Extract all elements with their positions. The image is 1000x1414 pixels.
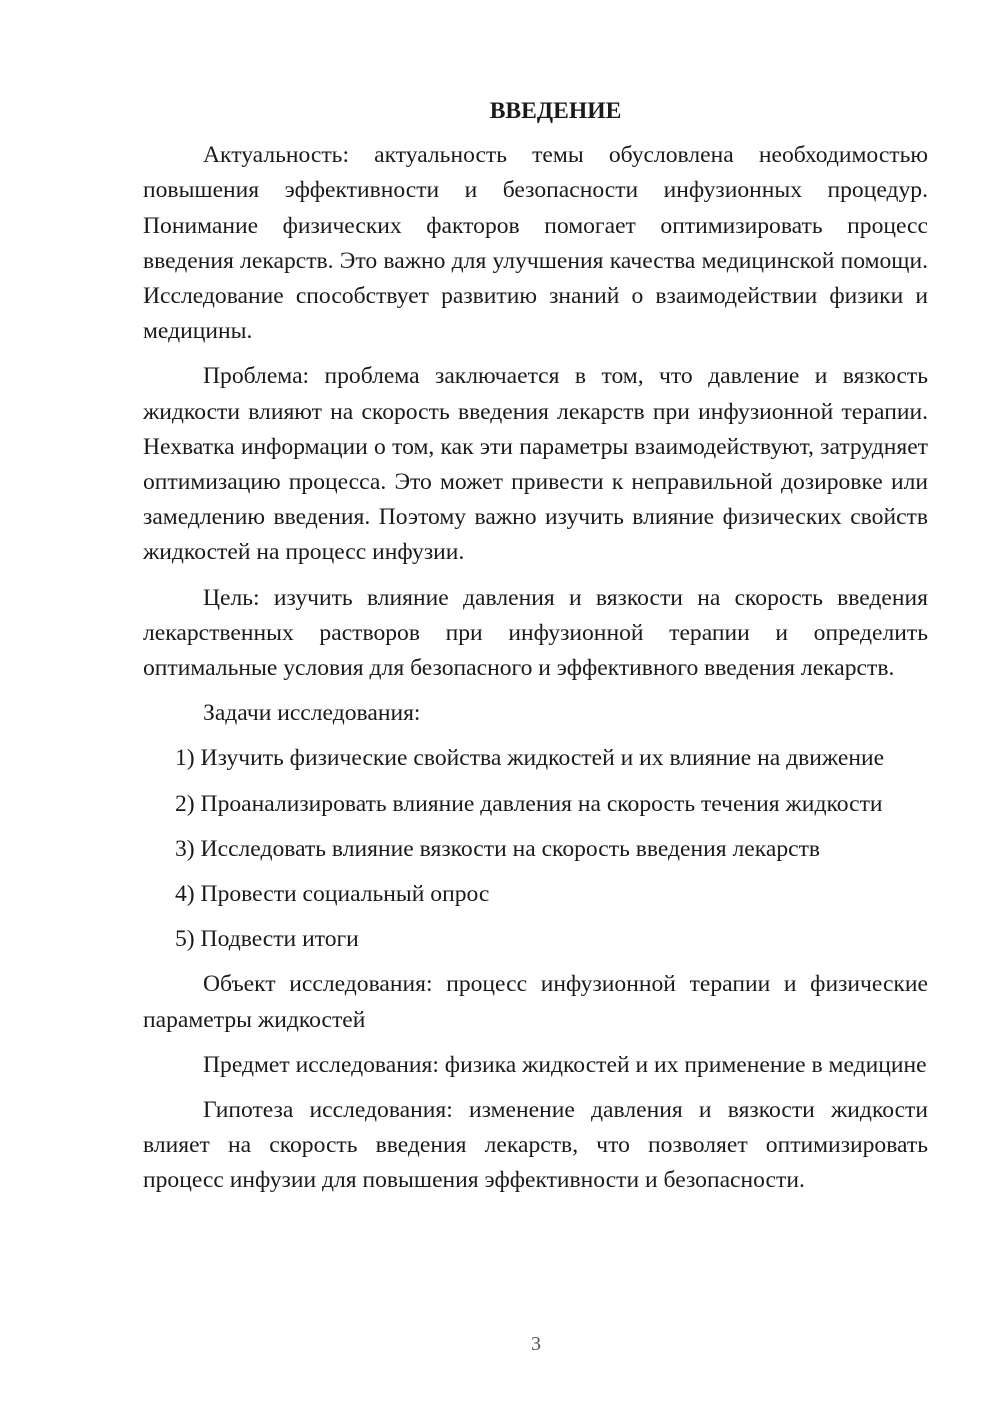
page-number: 3: [531, 1333, 541, 1355]
page-body: [143, 94, 928, 1209]
relevance-paragraph: Актуальность: актуальность темы обусловлена необходимостью повышения эффективности и безопасности инфузионных процедур. Понимание физических факторов помогает оптимизировать процесс введения лекарств. Это важно для улучшения качества медицинской помощи. Исследование способствует развитию знаний о взаимодействии физики и медицины.: [143, 142, 928, 345]
task-item-1: 1) Изучить физические свойства жидкостей и их влияние на движение: [175, 745, 885, 772]
task-item-4: 4) Провести социальный опрос: [175, 881, 490, 908]
problem-paragraph: Проблема: проблема заключается в том, что давление и вязкость жидкости влияют на скорость введения лекарств при инфузионной терапии. Нехватка информации о том, как эти параметры взаимодействуют, затрудняет оптимизацию процесса. Это может привести к неправильной дозировке или замедлению введения. Поэтому важно изучить влияние физических свойств жидкостей на процесс инфузии.: [143, 363, 928, 566]
tasks-list: [143, 741, 928, 957]
page-title: ВВЕДЕНИЕ: [489, 98, 622, 124]
goal-paragraph: Цель: изучить влияние давления и вязкости на скорость введения лекарственных растворов при инфузионной терапии и определить оптимальные условия для безопасного и эффективного введения лекарств.: [143, 584, 928, 682]
hypothesis-paragraph: Гипотеза исследования: изменение давления и вязкости жидкости влияет на скорость введения лекарств, что позволяет оптимизировать процесс инфузии для повышения эффективности и безопасности.: [143, 1097, 928, 1194]
subject-paragraph: Предмет исследования: физика жидкостей и их применение в медицине: [203, 1051, 927, 1078]
task-item-5: 5) Подвести итоги: [175, 926, 359, 953]
object-paragraph: Объект исследования: процесс инфузионной терапии и физические параметры жидкостей: [143, 971, 928, 1033]
tasks-heading: Задачи исследования:: [203, 700, 421, 727]
task-item-2: 2) Проанализировать влияние давления на скорость течения жидкости: [175, 790, 883, 817]
task-item-3: 3) Исследовать влияние вязкости на скорость введения лекарств: [175, 835, 821, 862]
